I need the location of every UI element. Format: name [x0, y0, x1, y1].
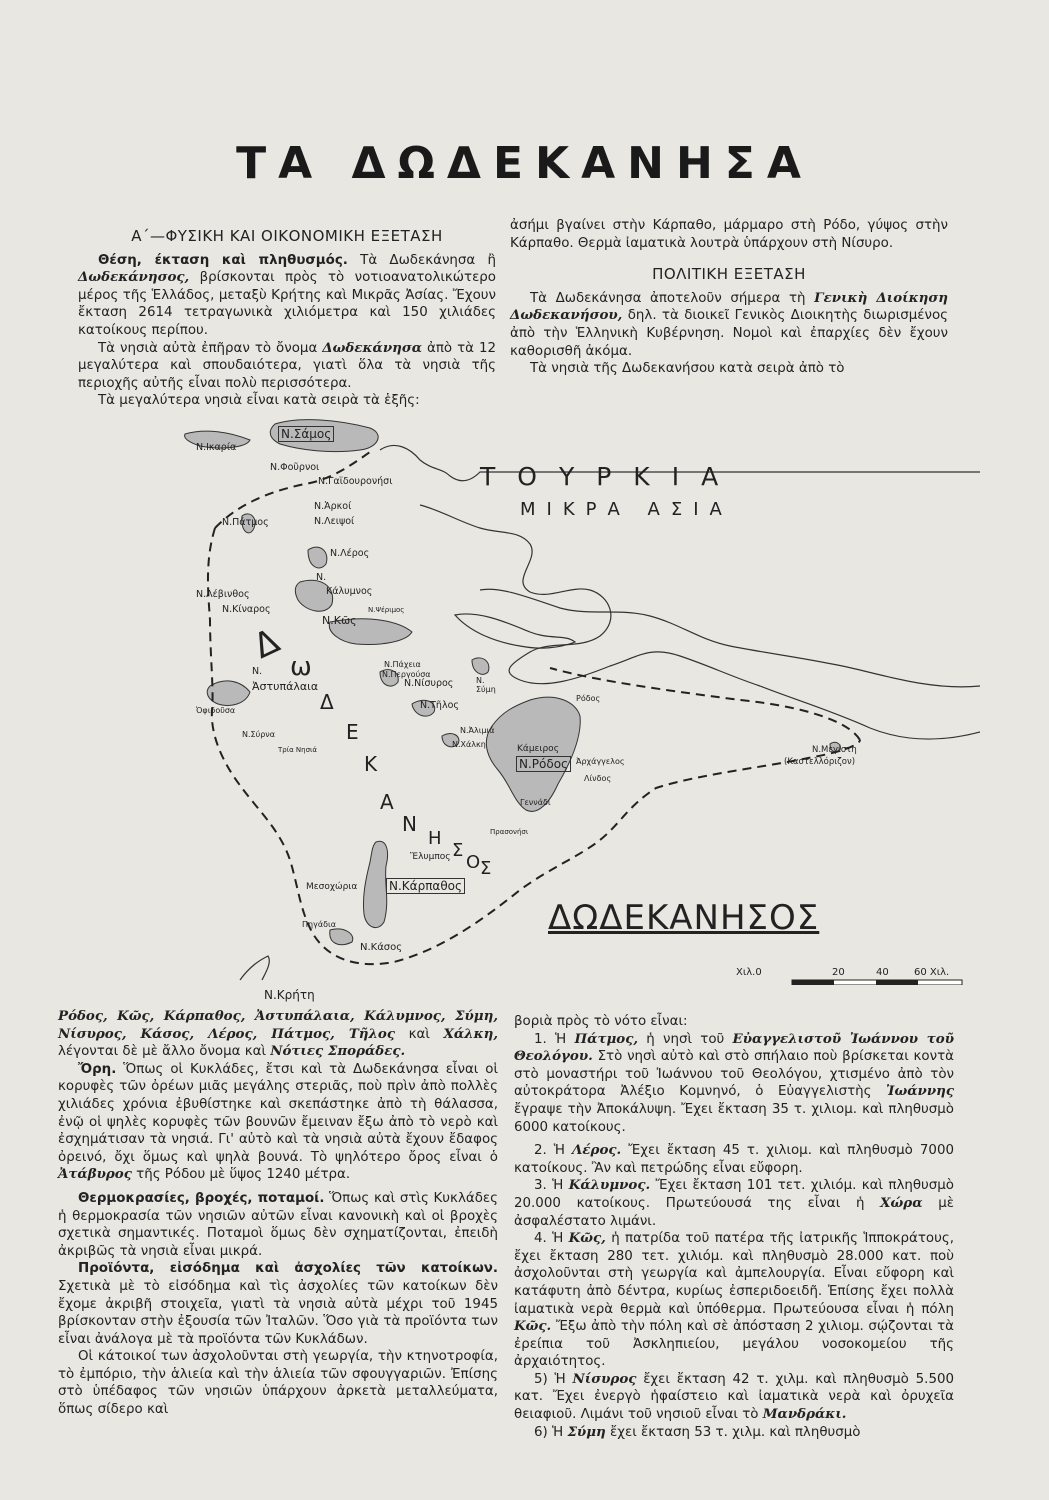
paragraph-text: Ὅπως καὶ στὶς Κυκλάδες ἡ θερμοκρασία τῶν νησιῶν αὐτῶν εἶναι κανονικὴ καὶ οἱ βροχὲς σχετικὰ σημαντικές. Ποταμοὶ ὅμως δὲν σχηματίζονται, ἐπειδὴ ἀκριβῶς τὰ νησιὰ εἶναι μικρά.	[58, 1190, 498, 1259]
entry-number: 6) Ἡ	[534, 1424, 568, 1440]
paragraph-text: λέγονται δὲ μὲ ἄλλο ὄνομα καὶ	[58, 1044, 271, 1060]
paragraph-text: καὶ	[395, 1026, 444, 1042]
paragraph-head-position: Θέση, έκταση καὶ πληθυσμός.	[98, 252, 348, 268]
island-entry-patmos	[514, 1031, 954, 1137]
label-megisti: Ν.Μεγίστη	[812, 745, 857, 755]
label-patmos: Ν.Πάτμος	[222, 517, 269, 528]
label-gennadi: Γεννάδι	[520, 798, 551, 807]
label-astypalaia: Ἀστυπάλαια	[252, 680, 319, 693]
label-karpathos: Ν.Κάρπαθος	[386, 878, 465, 894]
paragraph-island-list	[58, 1008, 498, 1061]
sea-letter: Ο	[466, 852, 481, 873]
label-mesochori: Μεσοχώρια	[306, 882, 358, 892]
label-kos: Ν.Κῶς	[322, 614, 357, 627]
map-region-label: ΜΙΚΡΑ ΑΣΙΑ	[520, 499, 733, 520]
label-krete: Ν.Κρήτη	[264, 988, 315, 1002]
section-heading-political: ΠΟΛΙΤΙΚΗ ΕΞΕΤΑΣΗ	[652, 265, 806, 284]
label-nisyros: Ν.Νίσυρος	[404, 678, 454, 689]
paragraph-text: τῆς Ρόδου μὲ ὕψος 1240 μέτρα.	[131, 1167, 351, 1183]
label-kasos: Ν.Κάσος	[360, 942, 403, 953]
sea-letter: Α	[380, 790, 394, 814]
sea-letter: Ν	[402, 812, 417, 836]
label-kinaros: Ν.Κίναρος	[222, 604, 271, 615]
label-archangelos: Ἀρχάγγελος	[576, 757, 625, 766]
paragraph-products	[58, 1260, 498, 1348]
entry-text: μὲ ἀσφαλέστατο λιμάνι.	[514, 1195, 955, 1229]
label-rodos: Ν.Ρόδος	[516, 756, 571, 772]
island-entry-kalymnos	[514, 1177, 954, 1230]
entry-text: Στὸ νησὶ αὐτὸ καὶ στὸ σπήλαιο ποὺ βρίσκεται κοντὰ στὸ μοναστήρι τοῦ Ἰωάννου τοῦ Θεολόγου, χτισμένο ἀπὸ τὸν αὐτοκράτορα Ἀλέξιο Κομνηνό, ὁ Εὐαγγελιστὴς	[514, 1049, 954, 1100]
section-heading-physical: Α΄—ΦΥΣΙΚΗ ΚΑΙ ΟΙΚΟΝΟΜΙΚΗ ΕΞΕΤΑΣΗ	[131, 227, 443, 245]
label-tria-nisia: Τρία Νησιά	[278, 746, 318, 754]
island-entry-leros	[514, 1142, 954, 1177]
label-lindos: Λίνδος	[584, 774, 612, 783]
label-levinthos: Ν.Λέβινθος	[196, 589, 250, 600]
island-list: Ρόδος, Κῶς, Κάρπαθος, Ἀστυπάλαια, Κάλυμνος, Σύμη, Νίσυρος, Κάσος, Λέρος, Πάτμος, Τῆλος	[58, 1008, 498, 1042]
paragraph-minerals: ἀσήμι βγαίνει στὴν Κάρπαθο, μάρμαρο στὴ Ρόδο, γύψος στὴν Κάρπαθο. Θερμὰ ἰαματικὰ λουτρὰ ὑπάρχουν στὴ Νίσυρο.	[510, 218, 948, 251]
geography-column	[58, 1008, 498, 1419]
label-pigadia: Πηγάδια	[302, 920, 336, 929]
paragraph-text: Τὰ Δωδεκάνησα ἀποτελοῦν σήμερα τὴ	[530, 290, 815, 306]
page-title: ΤΑ ΔΩΔΕΚΑΝΗΣΑ	[236, 138, 813, 189]
entry-text: Ἔχει ἔκταση 101 τετ. χιλιόμ. καὶ πληθυσμὸ 20.000 κατοίκους. Πρωτεύουσά της εἶναι ἡ	[514, 1178, 954, 1211]
paragraph-head-mountains: Ὄρη.	[78, 1061, 117, 1077]
island-name: Λέρος.	[572, 1142, 622, 1159]
paragraph-mountains	[58, 1061, 498, 1184]
label-pachia: Ν.Πάχεια	[384, 660, 421, 669]
sea-letter: Σ	[452, 840, 464, 861]
paragraph-text: δηλ. τὰ διοικεῖ Γενικὸς Διοικητὴς διωρισμένος ἀπὸ τὴν Ἑλληνικὴ Κυβέρνηση. Νομοὶ καὶ ἐπαρχίες δὲν ἔχουν καθορισθῆ ἀκόμα.	[510, 308, 948, 359]
island-name: Σύμη	[567, 1423, 606, 1440]
label-syrna: Ν.Σύρνα	[242, 730, 276, 739]
label-ikaria: Ν.Ικαρία	[196, 442, 237, 453]
label-olympos: Ἔλυμπος	[410, 852, 451, 862]
island-entry-kos	[514, 1230, 954, 1371]
label-pserimos: Ν.Ψέριμος	[368, 606, 405, 614]
label-kalymnos: Κάλυμνος	[326, 586, 373, 597]
islands-column	[514, 1013, 954, 1441]
paragraph-text: ἀπὸ τὰ 12 μεγαλύτερα καὶ σπουδαιότερα, γιατὶ ὅλα τὰ νησιὰ τῆς περιοχῆς αὐτῆς εἶναι πολὺ περισσότερα.	[78, 340, 496, 391]
label-kastellorizo: (Καστελλόριζον)	[784, 757, 856, 767]
scale-start: Χιλ.0	[736, 967, 762, 978]
entry-number: 3. Ἡ	[534, 1178, 569, 1194]
label-samos: Ν.Σάμος	[278, 426, 334, 442]
sea-letter: Δ	[247, 620, 286, 668]
island-entry-symi	[514, 1424, 954, 1442]
sea-letter: ω	[290, 652, 312, 682]
label-tilos: Ν.Τῆλος	[420, 700, 459, 711]
italic-term: Δωδεκάνησος,	[78, 269, 190, 286]
label-chalki: Ν.Χάλκη	[452, 740, 486, 749]
island-name: Χάλκη,	[443, 1025, 499, 1042]
label-lipsoi: Ν.Λειψοί	[314, 516, 355, 527]
sea-letter: Η	[428, 828, 442, 849]
entry-number: 5) Ἡ	[534, 1371, 573, 1387]
entry-number: 1. Ἡ	[534, 1031, 575, 1047]
italic-term: Μανδράκι.	[762, 1406, 847, 1423]
entry-text: Ἔχει ἔκταση 45 τ. χιλιομ. καὶ πληθυσμὸ 7000 κατοίκους. Ἂν καὶ πετρώδης εἶναι εὔφορη.	[514, 1143, 954, 1176]
label-rodos-city: Ρόδος	[576, 694, 601, 703]
entry-text: ἔχει ἔκταση 53 τ. χιλμ. καὶ πληθυσμὸ	[605, 1424, 861, 1440]
paragraph-order: Τὰ νησιὰ τῆς Δωδεκανήσου κατὰ σειρὰ ἀπὸ τὸ	[530, 361, 845, 377]
island-name: Νίσυρος	[572, 1370, 637, 1387]
italic-term: Ἰωάννης	[886, 1083, 954, 1100]
paragraph-text: Ὅπως οἱ Κυκλάδες, ἔτσι καὶ τὰ Δωδεκάνησα εἶναι οἱ κορυφὲς τῶν ὀρέων μιᾶς μεγάλης στεριᾶς, ποὺ πρὶν ἀπὸ πολλὲς χιλιάδες χρόνια ἐβυθίστηκε καὶ σκεπάστηκε ἀπὸ τὴ θάλασσα, ἐνῷ οἱ ψηλὲς κορυφὲς τῶν βουνῶν ἔμειναν ἔξω ἀπὸ τὸ νερὸ καὶ ἐσχημάτισαν τὰ νησιά. Γι' αὐτὸ καὶ τὰ νησιὰ αὐτὰ ἔχουν ἔδαφος ὀρεινό, ὄχι ὅμως καὶ ψηλὰ βουνά. Τὸ ψηλότερο ὄρος εἶναι ὁ	[58, 1061, 498, 1165]
map-title: ΔΩΔΕΚΑΝΗΣΟΣ	[548, 898, 820, 938]
sea-letter: Δ	[320, 690, 334, 714]
scale-tick: 20	[832, 967, 845, 978]
paragraph-text: Σχετικὰ μὲ τὸ εἰσόδημα καὶ τὶς ἀσχολίες τῶν κατοίκων δὲν ἔχομε ἀκριβῆ στοιχεῖα, γιατὶ τὰ νησιὰ αὐτὰ μέχρι τοῦ 1945 βρίσκονταν στὴν ἐξουσία τῶν Ἰταλῶν. Ὅσο γιὰ τὰ προϊόντα των εἶναι ἀνάλογα μὲ τὰ προϊόντα τῶν Κυκλάδων.	[58, 1278, 498, 1347]
label-symi: Ν. Σύμη	[476, 676, 496, 694]
paragraph-intro: βοριὰ πρὸς τὸ νότο εἶναι:	[514, 1014, 688, 1029]
entry-number: 4. Ἡ	[534, 1231, 569, 1247]
label-astypalaia-n: Ν.	[252, 666, 263, 677]
entry-text: ἡ νησὶ τοῦ	[638, 1031, 733, 1047]
label-kameiros: Κάμειρος	[517, 744, 559, 754]
entry-number: 2. Ἡ	[534, 1143, 573, 1159]
label-leros: Ν.Λέρος	[330, 548, 370, 559]
paragraph-climate	[58, 1190, 498, 1260]
entry-text: Ἔξω ἀπὸ τὴν πόλη καὶ σὲ ἀπόσταση 2 χιλιομ. σῴζονται τὰ ἐρείπια τοῦ Ἀσκληπιείου, μεγάλου νοσοκομείου τῆς ἀρχαιότητος.	[514, 1319, 954, 1370]
label-prasonisi: Πρασονήσι	[490, 828, 529, 836]
italic-term: Νότιες Σποράδες.	[270, 1043, 406, 1060]
island-name: Πάτμος,	[574, 1030, 639, 1047]
label-n-small: Ν.	[316, 572, 327, 583]
entry-text: ἡ πατρίδα τοῦ πατέρα τῆς ἰατρικῆς Ἱπποκράτους, ἔχει ἔκταση 280 τετ. χιλιόμ. καὶ πληθυσμὸ 28.000 κατ. ποὺ ἀσχολοῦνται στὴ γεωργία καὶ ἀμπελουργία. Εἶναι εὔφορη καὶ κατάφυτη ἀπὸ δέντρα, κυρίως ἐσπεριδοειδῆ. Ἐπίσης ἔχει πολλὰ ἰαματικὰ νερὰ θερμὰ καὶ ὑπόθερμα. Πρωτεύουσα εἶναι ἡ πόλη	[514, 1231, 954, 1317]
entry-text: ἔγραψε τὴν Ἀποκάλυψη. Ἔχει ἔκταση 35 τ. χιλιομ. καὶ πληθυσμὸ 6000 κατοίκους.	[514, 1101, 954, 1135]
italic-term: Γενικὴ Διοίκηση Δωδεκανήσου,	[510, 289, 948, 324]
italic-term: Δωδεκάνησα	[322, 339, 423, 356]
label-pergousa: Ν.Περγούσα	[382, 670, 431, 679]
paragraph-head-products: Προϊόντα, εἰσόδημα καὶ ἀσχολίες τῶν κατοίκων.	[78, 1261, 498, 1277]
italic-term: Ἀτάβυρος	[58, 1166, 132, 1183]
italic-term: Κῶς.	[514, 1318, 552, 1335]
sea-letter: Ε	[346, 720, 359, 744]
island-name: Κῶς,	[568, 1230, 606, 1247]
italic-term: Εὐαγγελιστοῦ Ἰωάννου τοῦ Θεολόγου.	[514, 1030, 954, 1065]
map-country-label: ΤΟΥΡΚΙΑ	[480, 462, 741, 491]
paragraph-largest-islands: Τὰ μεγαλύτερα νησιὰ εἶναι κατὰ σειρὰ τὰ ἑξῆς:	[98, 393, 420, 409]
paragraph-occupations: Οἱ κάτοικοί των ἀσχολοῦνται στὴ γεωργία, τὴν κτηνοτροφία, τὸ ἐμπόριο, τὴν ἁλιεία καὶ τὴν ἁλιεία τῶν σφουγγαριῶν. Ἐπίσης στὸ ὑπέδαφος τῶν νησιῶν ὑπάρχουν ἀρκετὰ μεταλλεύματα, ὅπως σίδερο καὶ	[58, 1349, 498, 1418]
scale-end: 60 Χιλ.	[914, 967, 950, 978]
label-fournoi: Ν.Φοῦρνοι	[270, 462, 320, 473]
label-alimia: Ν.Ἀλιμιά	[460, 726, 495, 735]
paragraph-text: βρίσκονται πρὸς τὸ νοτιοανατολικώτερο μέρος τῆς Ἑλλάδος, μεταξὺ Κρήτης καὶ Μικρᾶς Ἀσίας. Ἔχουν ἔκταση 2614 τετραγωνικὰ χιλιόμετρα καὶ 150 χιλιάδες κατοίκους περίπου.	[78, 270, 496, 338]
sea-letter: Κ	[364, 752, 378, 776]
label-ofidoussa: Ὀφιδοῦσα	[196, 706, 236, 715]
paragraph-head-climate: Θερμοκρασίες, βροχές, ποταμοί.	[78, 1190, 325, 1206]
label-gaidouronisi: Ν.Γαϊδουρονήσι	[318, 476, 393, 487]
island-name: Κάλυμνος.	[568, 1177, 651, 1194]
sea-letter: Σ	[480, 858, 492, 879]
island-entry-nisyros	[514, 1371, 954, 1424]
entry-text: ἔχει ἔκταση 42 τ. χιλμ. καὶ πληθυσμὸ 5.500 κατ. Ἔχει ἐνεργὸ ἡφαίστειο καὶ ἰαματικὰ νερὰ καὶ ὀρυχεῖα θειαφιοῦ. Λιμάνι τοῦ νησιοῦ εἶναι τὸ	[514, 1371, 955, 1423]
italic-term: Χώρα	[880, 1194, 923, 1211]
paragraph-text: Τὰ νησιὰ αὐτὰ ἐπῆραν τὸ ὄνομα	[98, 340, 323, 356]
paragraph-text: Τὰ Δωδεκάνησα ἢ	[347, 252, 496, 268]
scale-tick: 40	[876, 967, 889, 978]
label-arkoi: Ν.Ἀρκοί	[314, 501, 352, 512]
